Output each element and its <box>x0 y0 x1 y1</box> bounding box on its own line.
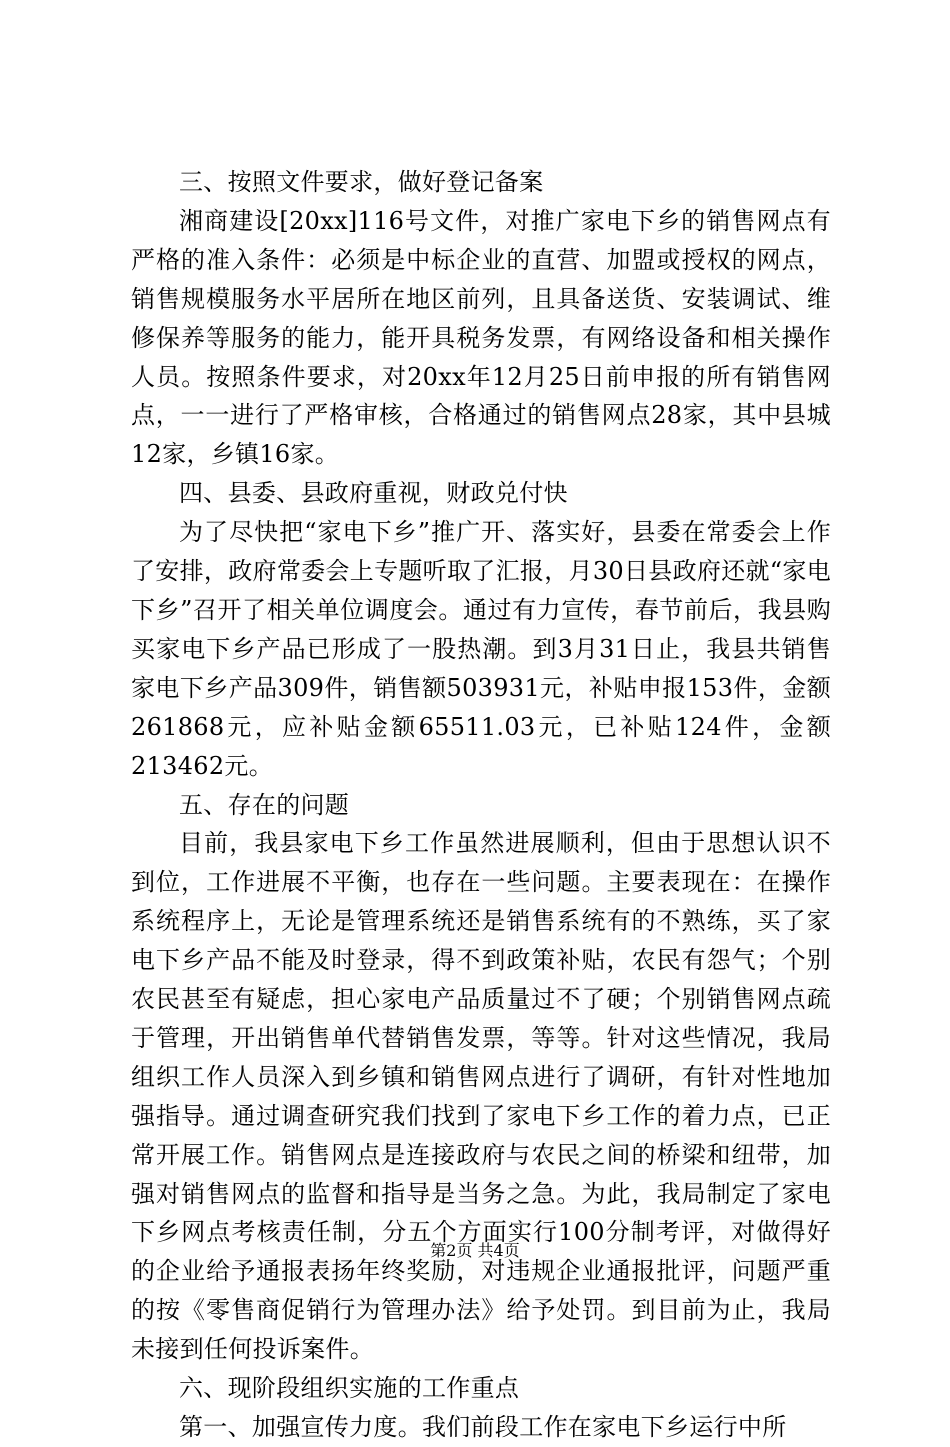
paragraph-key-tasks: 第一、加强宣传力度。我们前段工作在家电下乡运行中所 <box>179 1413 787 1441</box>
paragraph-registration: 湘商建设[20xx]116号文件，对推广家电下乡的销售网点有严格的准入条件：必须是中标企业的直营、加盟或授权的网点，销售规模服务水平居所在地区前列，且具备送货、安装调试、维修保养等服务的能力，能开具税务发票，有网络设备和相关操作人员。按照条件要求，对20xx年12月25日前申报的所有销售网点，一一进行了严格审核，合格通过的销售网点28家，其中县城12家，乡镇16家。 <box>131 206 831 469</box>
section-heading-government-support: 四、县委、县政府重视，财政兑付快 <box>179 479 568 508</box>
section-heading-registration: 三、按照文件要求，做好登记备案 <box>179 168 544 196</box>
section-heading-key-tasks: 六、现阶段组织实施的工作重点 <box>179 1374 520 1403</box>
section-heading-problems: 五、存在的问题 <box>179 790 350 819</box>
page-number-footer: 第2页 共4页 <box>430 1241 520 1260</box>
paragraph-problems: 目前，我县家电下乡工作虽然进展顺利，但由于思想认识不到位，工作进展不平衡，也存在一些问题。主要表现在：在操作系统程序上，无论是管理系统还是销售系统有的不熟练，买了家电下乡产品不能及时登录，得不到政策补贴，农民有怨气；个别农民甚至有疑虑，担心家电产品质量过不了硬；个别销售网点疏于管理，开出销售单代替销售发票，等等。针对这些情况，我局组织工作人员深入到乡镇和销售网点进行了调研，有针对性地加强指导。通过调查研究我们找到了家电下乡工作的着力点，已正常开展工作。销售网点是连接政府与农民之间的桥梁和纽带，加强对销售网点的监督和指导是当务之急。为此，我局制定了家电下乡网点考核责任制，分五个方面实行100分制考评，对做得好的企业给予通报表扬年终奖励，对违规企业通报批评，问题严重的按《零售商促销行为管理办法》给予处罚。到目前为止，我局未接到任何投诉案件。 <box>131 829 831 1364</box>
paragraph-government-support: 为了尽快把“家电下乡”推广开、落实好，县委在常委会上作了安排，政府常委会上专题听取了汇报，月30日县政府还就“家电下乡”召开了相关单位调度会。通过有力宣传，春节前后，我县购买家电下乡产品已形成了一股热潮。到3月31日止，我县共销售家电下乡产品309件，销售额503931元，补贴申报153件，金额261868元，应补贴金额65511.03元，已补贴124件，金额213462元。 <box>131 518 831 780</box>
